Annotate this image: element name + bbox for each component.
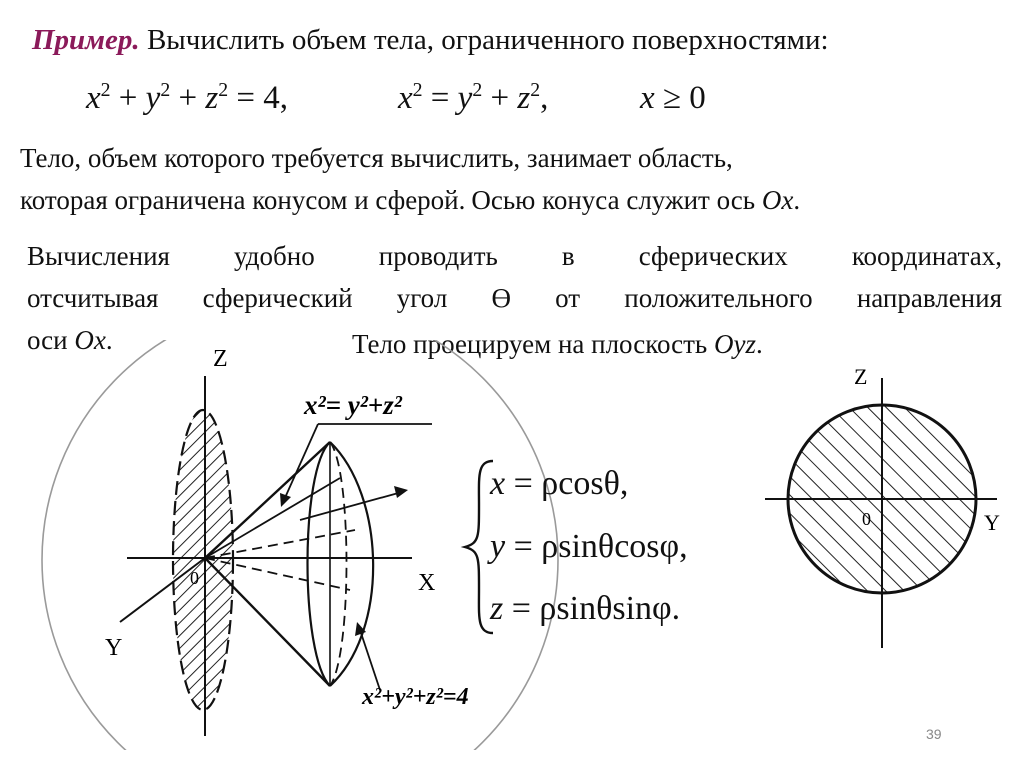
- cone-equation-label: x²= y²+z²: [304, 390, 402, 420]
- arrow-right: [300, 492, 402, 520]
- example-task: Вычислить объем тела, ограниченного поверхностями:: [146, 24, 829, 56]
- axis-x-label: X: [418, 570, 436, 596]
- projection-text: Тело проецируем на плоскость Oyz.: [352, 329, 763, 359]
- example-title: [32, 26, 829, 55]
- equation-sphere: $x^2 + y^2 + z^2 = 4$,: [86, 79, 288, 116]
- example-label: Пример.: [32, 24, 140, 56]
- equation-halfspace: x ≥ 0: [640, 80, 706, 116]
- projection-z-label: Z: [854, 364, 868, 389]
- projection-y-label: Y: [984, 510, 1000, 535]
- paragraph1-line2: которая ограничена конусом и сферой. Осью конуса служит ось Ox.: [20, 185, 801, 215]
- paragraph2-line3: оси Ox.: [27, 325, 113, 355]
- axis-z-label: Z: [213, 346, 228, 372]
- axis-y-label: Y: [105, 635, 123, 661]
- paragraph1-line1: Тело, объем которого требуется вычислить, занимает область,: [20, 143, 733, 173]
- page-number: 39: [926, 726, 942, 742]
- system-row-z: z = ρsinθsinφ.: [490, 590, 681, 627]
- cone-base-front: [308, 442, 331, 686]
- cone-label-arrowhead: [280, 493, 291, 507]
- diagram-2d: [750, 355, 1020, 655]
- paragraph2-line1: Вычисления удобно проводить в сферических координатах,: [27, 241, 1002, 271]
- arrow-right-head: [394, 486, 408, 498]
- equation-cone: $x^2 = y^2 + z^2$,: [398, 79, 549, 116]
- system-row-x: x = ρcosθ,: [490, 465, 629, 502]
- paragraph2-line2: отсчитывая сферический угол ϴ от положительного направления: [27, 283, 1002, 313]
- projection-origin-label: 0: [862, 509, 871, 529]
- origin-label: 0: [190, 568, 199, 588]
- sphere-label-pointer: [360, 630, 380, 690]
- system-row-y: y = ρsinθcosφ,: [490, 528, 688, 565]
- sphere-equation-label: x²+y²+z²=4: [362, 684, 469, 710]
